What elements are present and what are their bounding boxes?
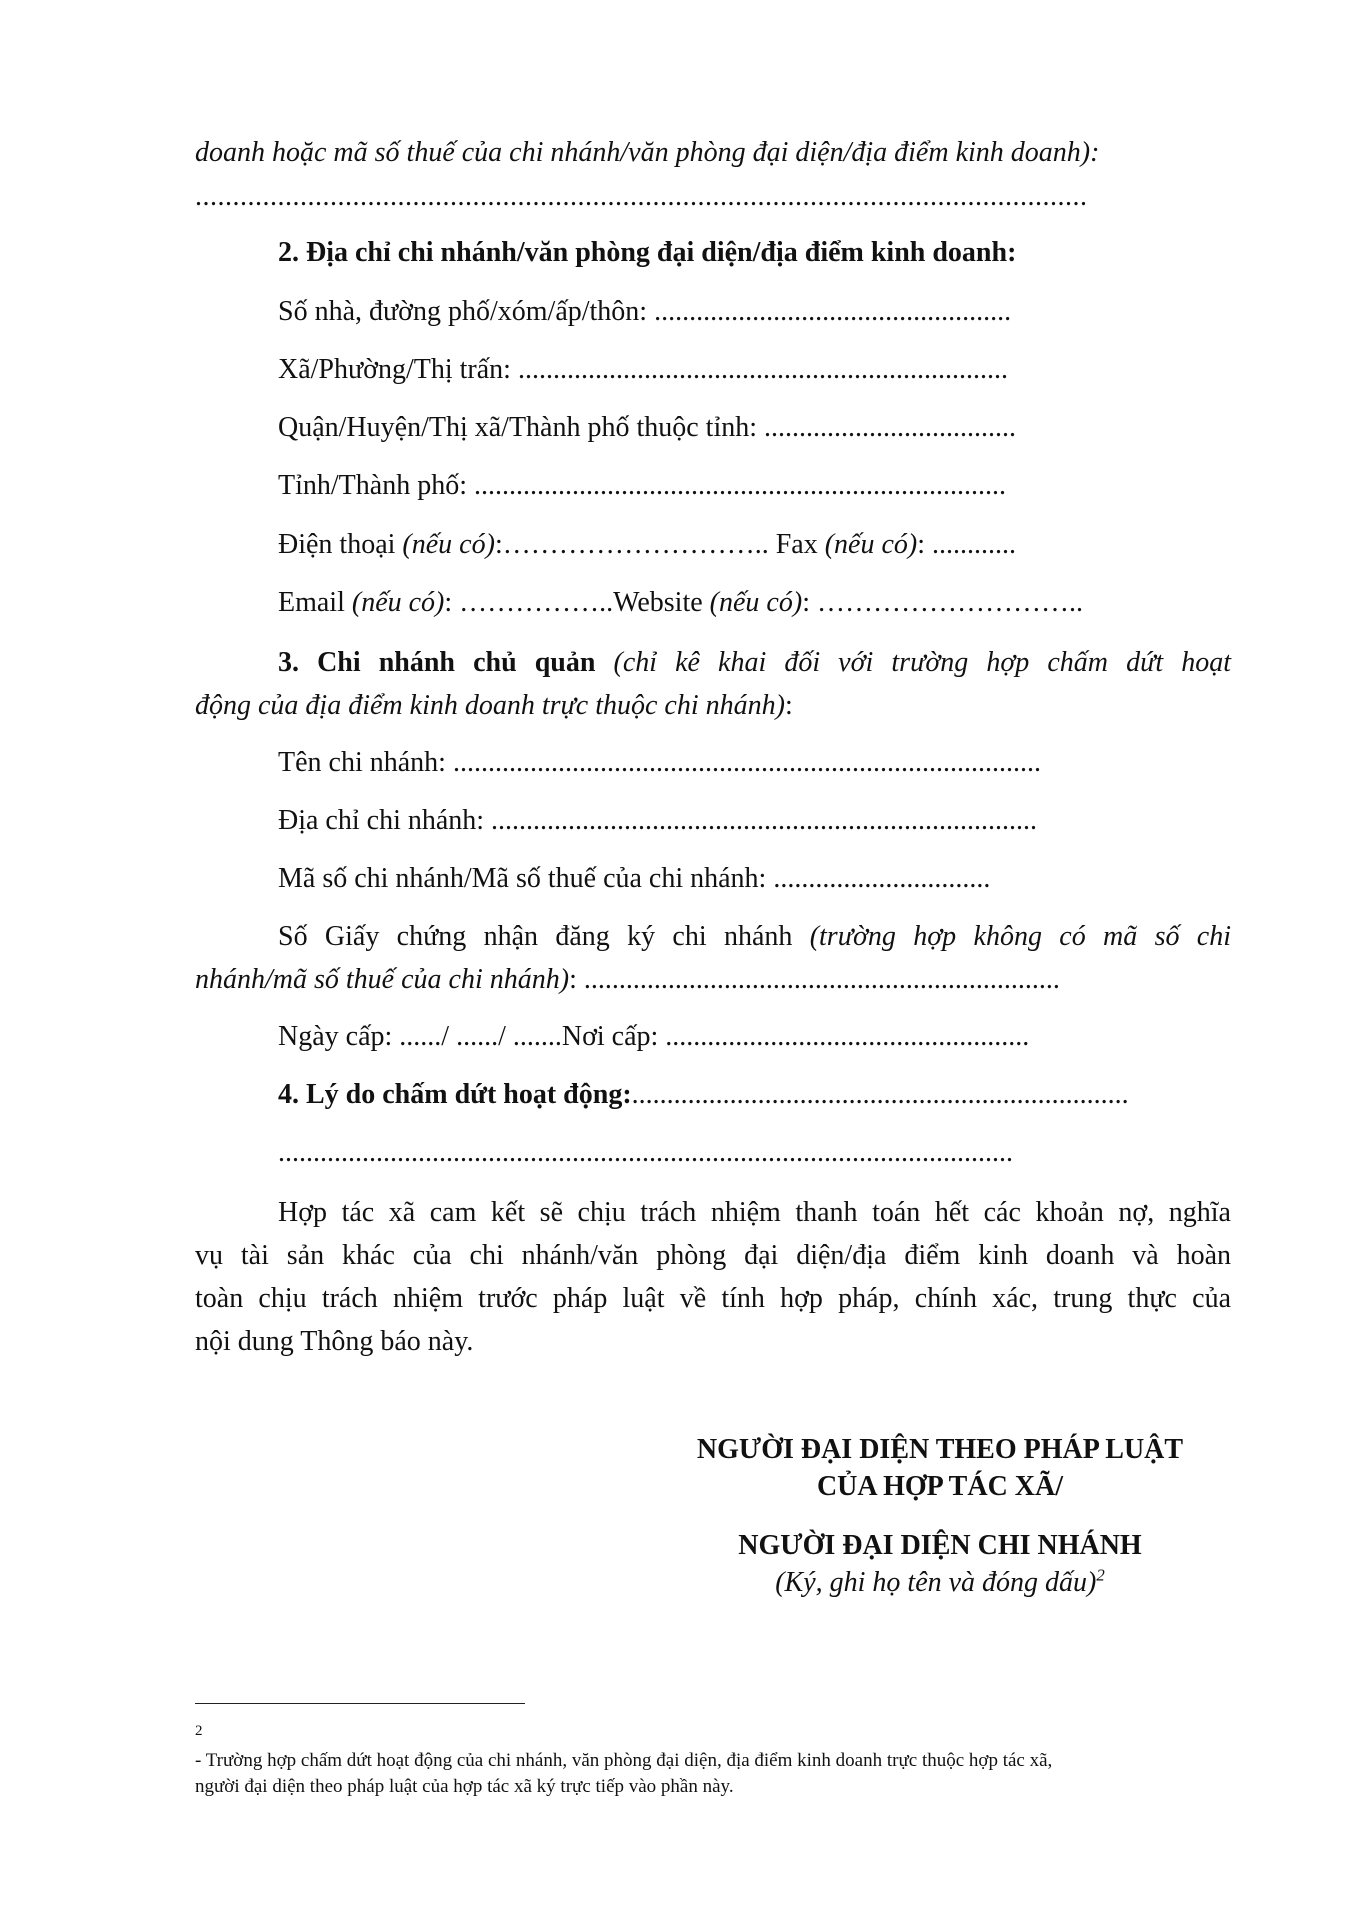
web-dots: : ………………………..	[802, 587, 1083, 618]
section3-title: 3. Chi nhánh chủ quản	[278, 647, 614, 678]
section3-note-line2	[195, 689, 1231, 723]
section3-note-2-end: :	[784, 690, 793, 721]
issue-field: Ngày cấp: ....../ ....../ .......Nơi cấp: ....................................................	[278, 1021, 1030, 1052]
branch-address-field: Địa chỉ chi nhánh: ..............................................................................	[278, 805, 1038, 836]
signature-instruction	[640, 1565, 1240, 1601]
branch-cert-line1	[278, 920, 1231, 954]
commitment-line4: nội dung Thông báo này.	[195, 1326, 474, 1357]
footnote-ref: 2	[1096, 1565, 1105, 1585]
intro-dots: .......................................................................................................................	[195, 181, 1088, 212]
phone-fax-field	[278, 528, 1231, 562]
section4-heading: 4. Lý do chấm dứt hoạt động:	[278, 1079, 632, 1110]
phone-label: Điện thoại	[278, 529, 403, 560]
fax-dots: : ............	[917, 529, 1017, 560]
section4-dots1: .......................................................................	[631, 1079, 1129, 1110]
branch-code-field: Mã số chi nhánh/Mã số thuế của chi nhánh: ...............................	[278, 863, 991, 894]
web-note: (nếu có)	[709, 587, 803, 618]
section2-heading: 2. Địa chỉ chi nhánh/văn phòng đại diện/địa điểm kinh doanh:	[278, 237, 1017, 268]
commitment-line3: toàn chịu trách nhiệm trước pháp luật về tính hợp pháp, chính xác, trung thực của	[195, 1283, 1231, 1314]
phone-dots: :……………………….. Fax	[494, 529, 825, 560]
signature-title-1: NGƯỜI ĐẠI DIỆN THEO PHÁP LUẬT	[696, 1434, 1184, 1465]
cert-label: Số Giấy chứng nhận đăng ký chi nhánh	[278, 921, 810, 952]
signature-instruction-text: (Ký, ghi họ tên và đóng dấu)	[775, 1567, 1097, 1598]
footnote-divider	[195, 1703, 525, 1704]
intro-line: doanh hoặc mã số thuế của chi nhánh/văn phòng đại diện/địa điểm kinh doanh):	[195, 137, 1100, 168]
section3-note-1: (chỉ kê khai đối với trường hợp chấm dứt hoạt	[613, 647, 1231, 678]
cert-note-1: (trường hợp không có mã số chi	[809, 921, 1231, 952]
section4-line	[278, 1078, 1231, 1112]
section3-heading	[278, 646, 1231, 680]
branch-cert-line2	[195, 963, 1231, 997]
commitment-line1: Hợp tác xã cam kết sẽ chịu trách nhiệm thanh toán hết các khoản nợ, nghĩa	[278, 1197, 1231, 1228]
section3-note-2: động của địa điểm kinh doanh trực thuộc chi nhánh)	[195, 690, 785, 721]
email-note: (nếu có)	[351, 587, 445, 618]
commitment-line2: vụ tài sản khác của chi nhánh/văn phòng đại diện/địa điểm kinh doanh và hoàn	[195, 1240, 1231, 1271]
signature-title-3: NGƯỜI ĐẠI DIỆN CHI NHÁNH	[738, 1530, 1142, 1561]
section4-dots2: .........................................................................................................	[278, 1137, 1013, 1168]
cert-note-2: nhánh/mã số thuế của chi nhánh)	[195, 964, 570, 995]
footnote-line1: - Trường hợp chấm dứt hoạt động của chi nhánh, văn phòng đại diện, địa điểm kinh doanh trực thuộc hợp tác xã,	[195, 1750, 1053, 1771]
footnote-number: 2	[195, 1723, 203, 1739]
fax-note: (nếu có)	[824, 529, 918, 560]
email-web-field	[278, 586, 1231, 620]
province-field: Tỉnh/Thành phố: ............................................................................	[278, 470, 1006, 501]
email-dots: : ……………..Website	[444, 587, 710, 618]
district-field: Quận/Huyện/Thị xã/Thành phố thuộc tỉnh: ....................................	[278, 412, 1017, 443]
signature-title-2: CỦA HỢP TÁC XÃ/	[816, 1471, 1064, 1502]
email-label: Email	[278, 587, 352, 618]
house-field: Số nhà, đường phố/xóm/ấp/thôn: ...................................................	[278, 296, 1012, 327]
branch-name-field: Tên chi nhánh: ....................................................................................	[278, 747, 1041, 778]
ward-field: Xã/Phường/Thị trấn: ......................................................................	[278, 354, 1008, 385]
phone-note: (nếu có)	[402, 529, 495, 560]
footnote-line2: người đại diện theo pháp luật của hợp tác xã ký trực tiếp vào phần này.	[195, 1776, 734, 1797]
cert-dots: : ....................................................................	[569, 964, 1060, 995]
